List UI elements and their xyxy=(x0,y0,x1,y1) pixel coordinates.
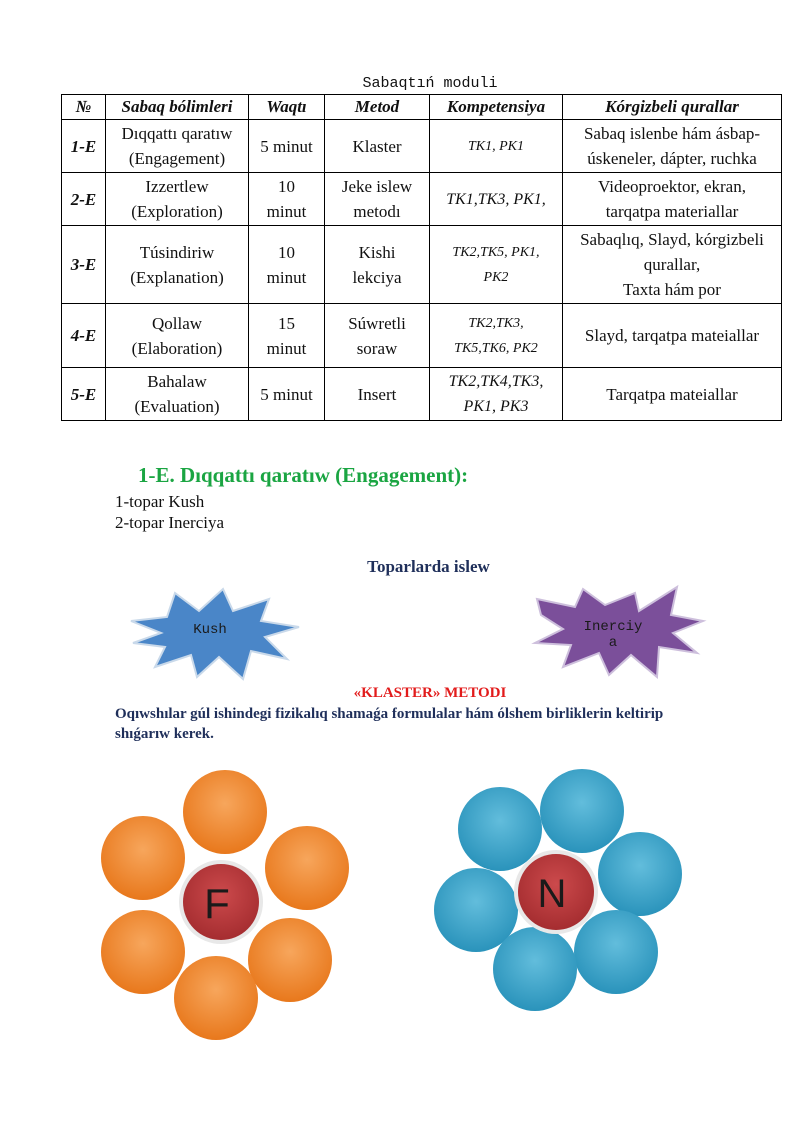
task-text: Oqıwshılar gúl ishindegi fizikalıq shamaǵa formulalar hám ólshem birliklerin keltirip shıǵarıw kerek. xyxy=(115,706,664,742)
stage-method: Insert xyxy=(325,368,430,421)
column-header: Kórgizbeli qurallar xyxy=(563,95,782,120)
stage-method: Klaster xyxy=(325,120,430,173)
stage-section: Qollaw (Elaboration) xyxy=(106,304,249,368)
group-work-heading: Toparlarda islew xyxy=(367,557,490,576)
cluster-petal xyxy=(101,910,185,994)
stage-tools: Videoproektor, ekran, tarqatpa materiallar xyxy=(563,173,782,226)
table-caption: Sabaqtıń moduli xyxy=(362,75,498,92)
group-line: 2-topar Inerciya xyxy=(115,513,225,532)
stage-time: 10 minut xyxy=(249,173,325,226)
section-heading: 1-E. Dıqqattı qaratıw (Engagement): xyxy=(138,463,469,487)
stage-section: Dıqqattı qaratıw (Engagement) xyxy=(106,120,249,173)
table-row xyxy=(62,304,782,368)
stage-tools: Sabaqlıq, Slayd, kórgizbeli qurallar, Taxta hám por xyxy=(563,226,782,304)
cluster-petal xyxy=(248,918,332,1002)
stage-method: Jeke islew metodı xyxy=(325,173,430,226)
cluster-petal xyxy=(540,769,624,853)
stage-time: 5 minut xyxy=(249,368,325,421)
stage-number: 1-E xyxy=(62,120,106,173)
stage-tools: Tarqatpa mateiallar xyxy=(563,368,782,421)
stage-section: Izzertlew (Exploration) xyxy=(106,173,249,226)
cluster-petal xyxy=(493,927,577,1011)
cluster-flower-f xyxy=(90,765,350,1045)
stage-number: 4-E xyxy=(62,304,106,368)
stage-tools: Sabaq islenbe hám ásbap- úskeneler, dápter, ruchka xyxy=(563,120,782,173)
column-header: Waqtı xyxy=(249,95,325,120)
table-row xyxy=(62,368,782,421)
stage-competency: TK1,TK3, PK1, xyxy=(430,173,563,226)
cluster-center-letter: N xyxy=(537,872,567,916)
stage-tools: Slayd, tarqatpa mateiallar xyxy=(563,304,782,368)
cluster-petal xyxy=(183,770,267,854)
table-row xyxy=(62,120,782,173)
column-header: Sabaq bólimleri xyxy=(106,95,249,120)
stage-competency: TK1, PK1 xyxy=(430,120,563,173)
table-row xyxy=(62,226,782,304)
cluster-petal xyxy=(458,787,542,871)
cluster-petal xyxy=(265,826,349,910)
cluster-flower-n xyxy=(428,764,698,1024)
column-header: Kompetensiya xyxy=(430,95,563,120)
stage-time: 10 minut xyxy=(249,226,325,304)
burst-label-inerciya: Inerciy a xyxy=(583,619,643,651)
stage-number: 2-E xyxy=(62,173,106,226)
column-header: Metod xyxy=(325,95,430,120)
lesson-module-table xyxy=(61,94,782,421)
cluster-petal xyxy=(574,910,658,994)
cluster-petal xyxy=(101,816,185,900)
cluster-center-letter: F xyxy=(204,880,230,927)
stage-time: 5 minut xyxy=(249,120,325,173)
method-title: «KLASTER» METODI xyxy=(353,685,507,701)
stage-method: Súwretli soraw xyxy=(325,304,430,368)
stage-method: Kishi lekciya xyxy=(325,226,430,304)
stage-number: 3-E xyxy=(62,226,106,304)
stage-competency: TK2,TK3, TK5,TK6, PK2 xyxy=(430,304,563,368)
stage-competency: TK2,TK4,TK3, PK1, PK3 xyxy=(430,368,563,421)
stage-section: Bahalaw (Evaluation) xyxy=(106,368,249,421)
table-row xyxy=(62,173,782,226)
cluster-petal xyxy=(174,956,258,1040)
stage-section: Túsindiriw (Explanation) xyxy=(106,226,249,304)
stage-number: 5-E xyxy=(62,368,106,421)
burst-label-kush: Kush xyxy=(193,622,227,638)
stage-competency: TK2,TK5, PK1, PK2 xyxy=(430,226,563,304)
column-header: № xyxy=(62,95,106,120)
group-line: 1-topar Kush xyxy=(115,492,205,511)
table-header-row xyxy=(62,95,782,120)
cluster-petal xyxy=(598,832,682,916)
stage-time: 15 minut xyxy=(249,304,325,368)
